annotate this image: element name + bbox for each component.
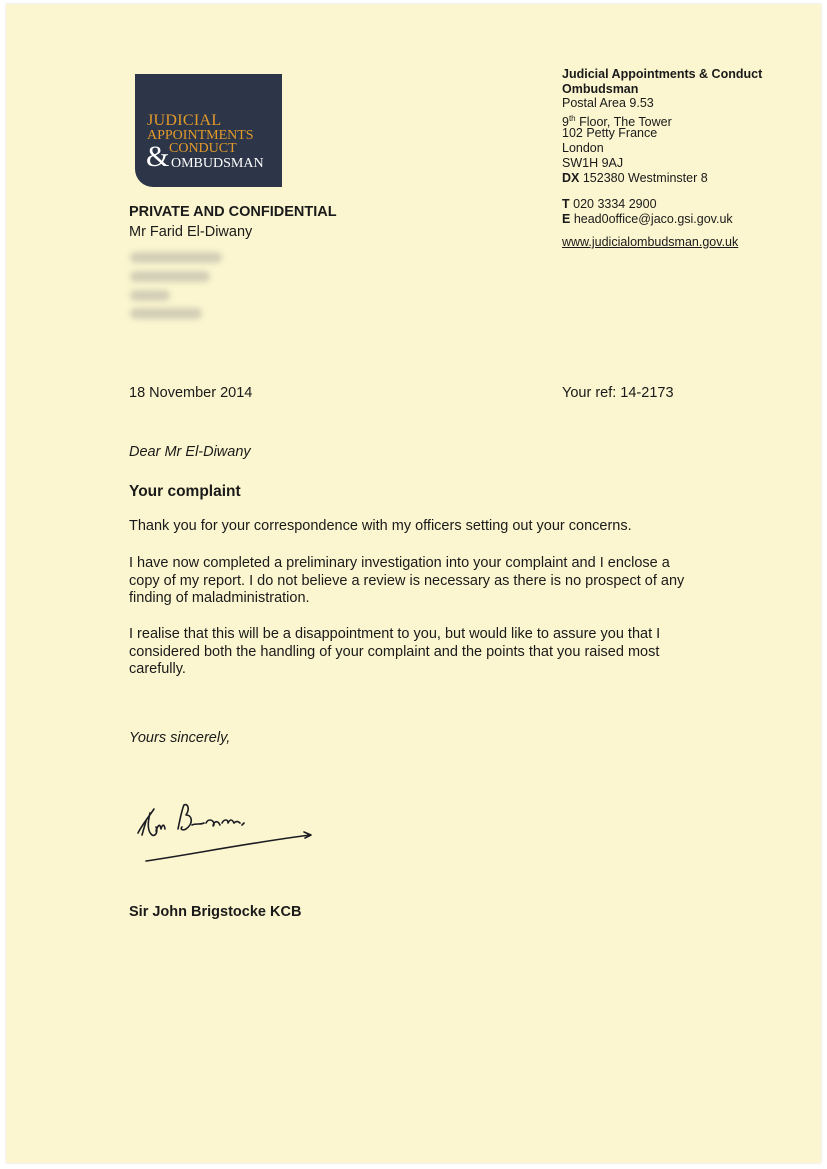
redacted-address-line [130,290,170,301]
handwritten-signature [128,795,328,875]
sender-telephone [562,197,657,212]
sender-postal-area: Postal Area 9.53 [562,96,654,110]
sender-dx-label: DX [562,171,580,185]
sender-tel-value: 020 3334 2900 [569,197,657,211]
ombudsman-logo [135,74,282,187]
sender-postcode: SW1H 9AJ [562,156,624,170]
logo-ampersand: & [146,140,170,173]
signatory-name: Sir John Brigstocke KCB [129,904,302,920]
logo-line-ombudsman: OMBUDSMAN [171,156,264,171]
logo-line-conduct: CONDUCT [169,141,237,156]
recipient-name: Mr Farid El-Diwany [129,224,253,240]
sender-email-value: head0office@jaco.gsi.gov.uk [570,212,733,226]
sender-email [562,212,733,227]
sender-city: London [562,141,604,155]
body-paragraph: Thank you for your correspondence with my officers setting out your concerns. [129,518,632,534]
sender-floor-number: 9 [562,115,569,130]
salutation: Dear Mr El-Diwany [129,444,251,460]
sender-floor-suffix: th [568,114,576,123]
closing: Yours sincerely, [129,730,231,746]
body-paragraph: I realise that this will be a disappointment to you, but would like to assure you that I considered both the handling of your complaint and the points that you raised most carefully. [129,626,661,677]
sender-dx-value: 152380 Westminster 8 [579,171,708,185]
confidential-marking: PRIVATE AND CONFIDENTIAL [129,204,337,220]
subject-heading: Your complaint [129,483,241,500]
redacted-address-line [130,252,222,263]
redacted-address-line [130,308,202,319]
redacted-address-line [130,271,210,282]
sender-dx [562,171,708,186]
logo-line-appointments: APPOINTMENTS [147,128,254,143]
sender-tel-label: T [562,197,570,211]
sender-street: 102 Petty France [562,126,658,140]
sender-org-line2: Ombudsman [562,82,639,96]
sender-floor-rest: Floor, The Tower [575,115,672,130]
sender-email-label: E [562,212,571,226]
your-reference: Your ref: 14-2173 [562,385,674,401]
sender-website-link[interactable]: www.judicialombudsman.gov.uk [562,235,739,249]
letter-date: 18 November 2014 [129,385,253,401]
sender-org-line1: Judicial Appointments & Conduct [562,67,763,81]
logo-line-judicial: JUDICIAL [147,112,222,129]
body-paragraph: I have now completed a preliminary investigation into your complaint and I enclose a copy of my report. I do not believe a review is necessary as there is no prospect of any finding of maladministration. [129,555,685,606]
